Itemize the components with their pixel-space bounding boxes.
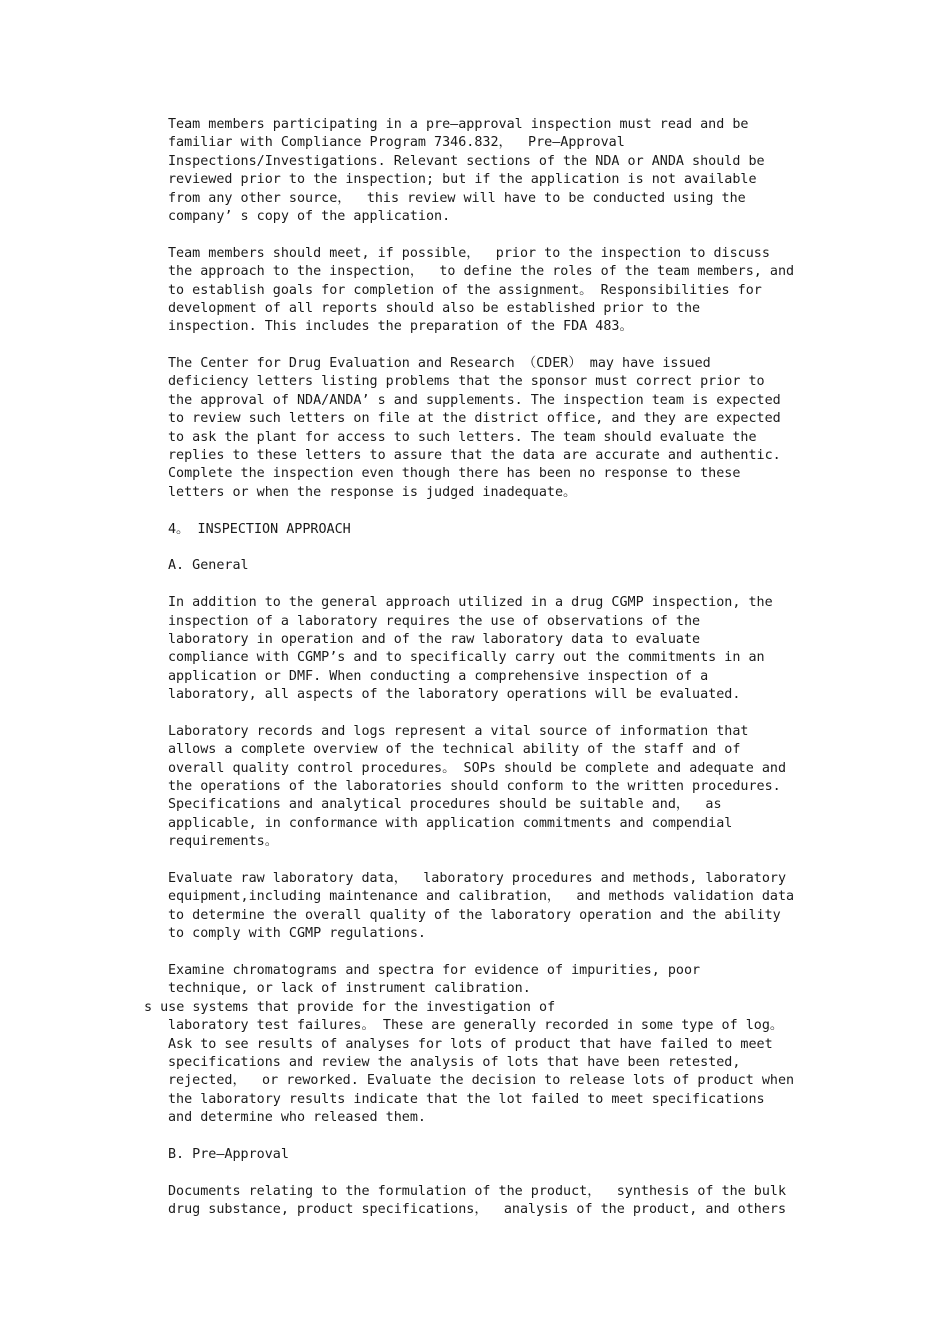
text-line: The Center for Drug Evaluation and Research （CDER） may have issued: [168, 356, 711, 372]
text-line: application or DMF. When conducting a comprehensive inspection of a: [168, 668, 709, 684]
text-line: Team members participating in a pre—approval inspection must read and be: [168, 117, 749, 132]
text-line: compliance with CGMP’s and to specifically carry out the commitments in an: [168, 650, 765, 666]
paragraph-cder-letters: [168, 355, 868, 502]
text-line: the approval of NDA/ANDA’ s and supplements. The inspection team is expected: [168, 392, 781, 408]
text-line: deficiency letters listing problems that the sponsor must correct prior to: [168, 374, 765, 390]
text-line: the operations of the laboratories should conform to the written procedures.: [168, 779, 781, 795]
subsection-heading-pre-approval: [168, 1146, 868, 1164]
text-line: to ask the plant for access to such letters. The team should evaluate the: [168, 429, 757, 445]
text-line: technique, or lack of instrument calibration.: [168, 981, 531, 997]
text-line-outdented: s use systems that provide for the investigation of: [144, 999, 556, 1015]
paragraph-laboratory-records: [168, 723, 868, 852]
paragraph-documents-formulation: [168, 1183, 868, 1220]
text-line: inspection. This includes the preparation of the FDA 483。: [168, 319, 633, 335]
text-line: the approach to the inspection， to define the roles of the team members, and: [168, 264, 795, 280]
text-line: Examine chromatograms and spectra for evidence of impurities, poor: [168, 962, 701, 978]
text-line: overall quality control procedures。 SOPs should be complete and adequate and: [168, 760, 787, 776]
text-line: familiar with Compliance Program 7346.832， Pre—Approval: [168, 135, 625, 151]
text-line: laboratory test failures。 These are generally recorded in some type of log。: [168, 1018, 784, 1034]
text-line: to review such letters on file at the district office, and they are expected: [168, 411, 781, 427]
text-line: laboratory, all aspects of the laboratory operations will be evaluated.: [168, 687, 741, 703]
text-line: Ask to see results of analyses for lots of product that have failed to meet: [168, 1036, 773, 1052]
text-line: from any other source， this review will have to be conducted using the: [168, 190, 746, 206]
text-line: Complete the inspection even though there has been no response to these: [168, 466, 741, 482]
text-line: requirements。: [168, 834, 279, 850]
document-body: [144, 116, 868, 1238]
subsection-heading-general: [168, 557, 868, 575]
text-line: letters or when the response is judged inadequate。: [168, 484, 577, 500]
text-line: Documents relating to the formulation of the product， synthesis of the bulk: [168, 1183, 787, 1199]
text-line: rejected， or reworked. Evaluate the decision to release lots of product when: [168, 1073, 795, 1089]
text-line: Inspections/Investigations. Relevant sections of the NDA or ANDA should be: [168, 153, 765, 169]
text-line: allows a complete overview of the technical ability of the staff and of: [168, 742, 741, 758]
text-line: the laboratory results indicate that the lot failed to meet specifications: [168, 1091, 765, 1107]
text-line: replies to these letters to assure that the data are accurate and authentic.: [168, 448, 781, 464]
text-line: specifications and review the analysis of lots that have been retested,: [168, 1054, 741, 1070]
paragraph-general-approach: [168, 594, 868, 704]
text-line: Laboratory records and logs represent a vital source of information that: [168, 723, 749, 739]
text-line: Specifications and analytical procedures should be suitable and， as: [168, 797, 722, 813]
text-line: inspection of a laboratory requires the use of observations of the: [168, 613, 701, 629]
text-line: applicable, in conformance with application commitments and compendial: [168, 815, 733, 831]
paragraph-team-meeting: [168, 245, 868, 337]
text-line: and determine who released them.: [168, 1110, 426, 1126]
text-line: In addition to the general approach utilized in a drug CGMP inspection, the: [168, 595, 773, 611]
text-line: reviewed prior to the inspection; but if the application is not available: [168, 172, 757, 188]
paragraph-examine-chromatograms: [144, 962, 868, 1128]
text-line: Evaluate raw laboratory data， laboratory procedures and methods, laboratory: [168, 871, 787, 887]
paragraph-evaluate-raw-data: [168, 870, 868, 944]
text-line: company’ s copy of the application.: [168, 208, 451, 224]
text-line: to comply with CGMP regulations.: [168, 926, 426, 942]
heading-text: 4。 INSPECTION APPROACH: [168, 521, 351, 537]
text-line: laboratory in operation and of the raw laboratory data to evaluate: [168, 631, 701, 647]
text-line: to establish goals for completion of the assignment。 Responsibilities for: [168, 282, 762, 298]
section-heading-inspection-approach: [168, 521, 868, 539]
text-line: equipment,including maintenance and calibration， and methods validation data: [168, 889, 795, 905]
paragraph-team-members-reading: [168, 116, 868, 226]
heading-text: A. General: [168, 558, 249, 574]
text-line: Team members should meet, if possible， prior to the inspection to discuss: [168, 245, 770, 261]
text-line: development of all reports should also be established prior to the: [168, 300, 701, 316]
heading-text: B. Pre—Approval: [168, 1146, 289, 1162]
text-line: to determine the overall quality of the laboratory operation and the ability: [168, 907, 781, 923]
text-line: drug substance, product specifications， analysis of the product, and others: [168, 1202, 787, 1218]
